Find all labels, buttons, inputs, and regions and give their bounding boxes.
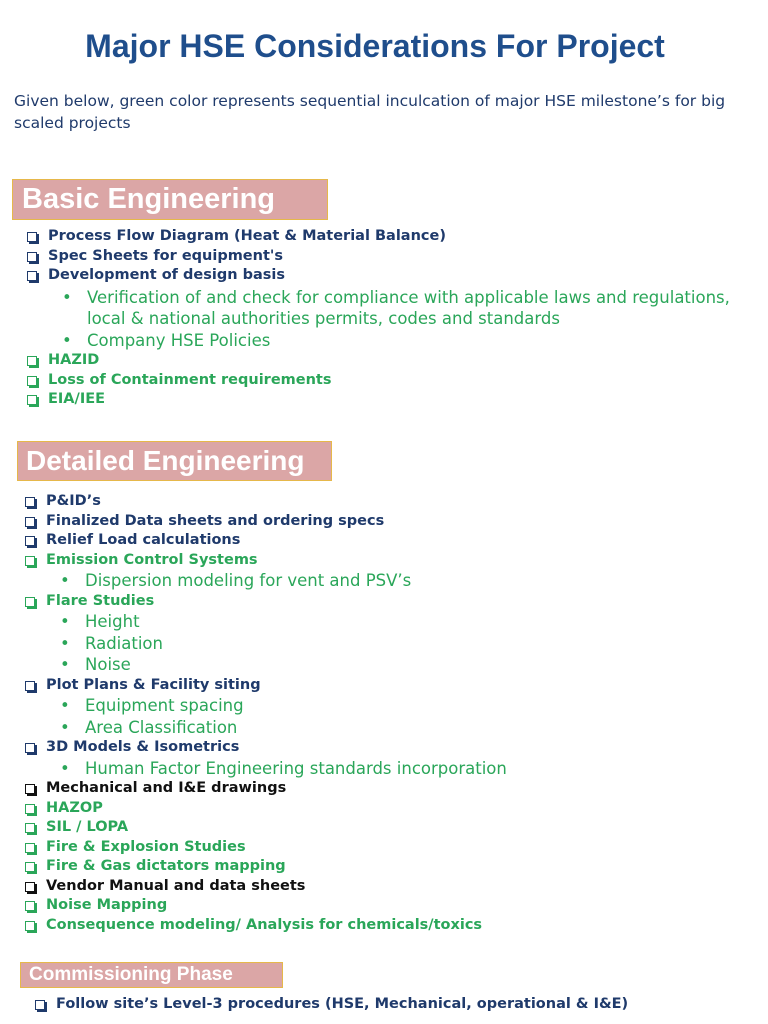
- list-item: Noise Mapping: [22, 896, 762, 916]
- list-item: Vendor Manual and data sheets: [22, 877, 762, 897]
- list-item: HAZOP: [22, 799, 762, 819]
- list-item: Relief Load calculations: [22, 531, 762, 551]
- sub-list-item: • Dispersion modeling for vent and PSV’s: [22, 570, 762, 592]
- list-item: EIA/IEE: [24, 390, 764, 410]
- list-item: Consequence modeling/ Analysis for chemicals/toxics: [22, 916, 762, 936]
- sub-list-item: • Equipment spacing: [22, 695, 762, 717]
- list-item: Process Flow Diagram (Heat & Material Balance): [24, 227, 764, 247]
- sub-list-item: • Human Factor Engineering standards incorporation: [22, 758, 762, 780]
- sub-list-item: • Radiation: [22, 633, 762, 655]
- page-title: Major HSE Considerations For Project: [85, 28, 665, 64]
- list-item: Mechanical and I&E drawings: [22, 779, 762, 799]
- commissioning-list: [32, 995, 752, 1015]
- list-item: Finalized Data sheets and ordering specs: [22, 512, 762, 532]
- detailed-engineering-list: [22, 492, 762, 935]
- section-heading-detailed-engineering: Detailed Engineering: [17, 441, 332, 481]
- section-heading-commissioning-phase: Commissioning Phase: [20, 962, 283, 988]
- list-item: Development of design basis: [24, 266, 764, 286]
- sub-list-item: • Noise: [22, 654, 762, 676]
- list-item: SIL / LOPA: [22, 818, 762, 838]
- list-item: HAZID: [24, 351, 764, 371]
- list-item: 3D Models & Isometrics: [22, 738, 762, 758]
- section-heading-basic-engineering: Basic Engineering: [12, 179, 328, 220]
- list-item: Emission Control Systems: [22, 551, 762, 571]
- list-item: Fire & Gas dictators mapping: [22, 857, 762, 877]
- list-item: P&ID’s: [22, 492, 762, 512]
- sub-list-item: • Verification of and check for compliance with applicable laws and regulations, local & national authorities permits, codes and standards: [24, 287, 764, 330]
- list-item: Follow site’s Level-3 procedures (HSE, Mechanical, operational & I&E): [32, 995, 752, 1015]
- sub-list-item: • Company HSE Policies: [24, 330, 764, 352]
- list-item: Spec Sheets for equipment's: [24, 247, 764, 267]
- list-item: Flare Studies: [22, 592, 762, 612]
- basic-engineering-list: [24, 227, 764, 410]
- sub-list-item: • Height: [22, 611, 762, 633]
- list-item: Fire & Explosion Studies: [22, 838, 762, 858]
- intro-text: Given below, green color represents sequential inculcation of major HSE milestone’s for big scaled projects: [14, 92, 726, 132]
- list-item: Loss of Containment requirements: [24, 371, 764, 391]
- list-item: Plot Plans & Facility siting: [22, 676, 762, 696]
- sub-list-item: • Area Classification: [22, 717, 762, 739]
